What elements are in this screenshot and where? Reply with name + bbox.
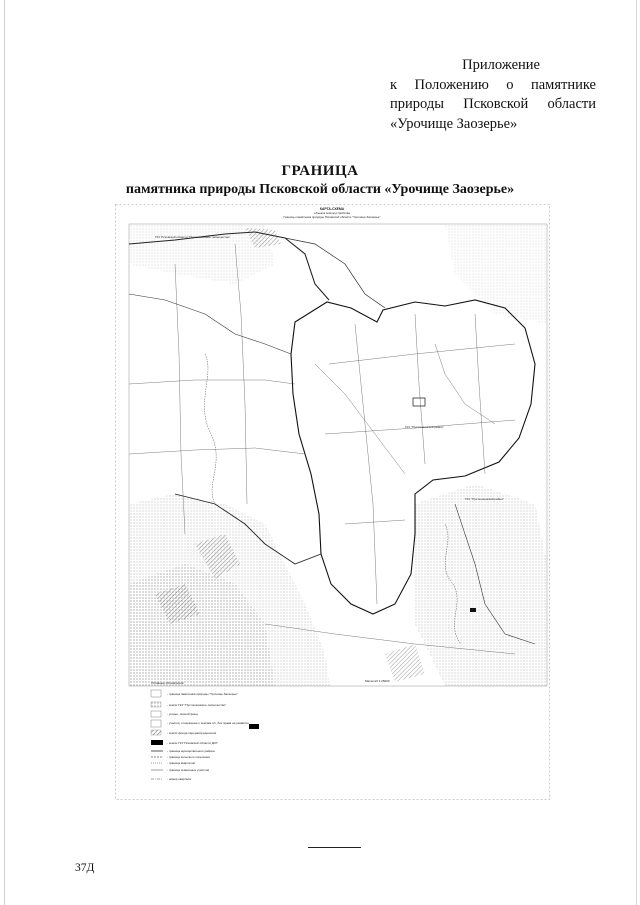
legend-item-8: - граница сельского поселения <box>167 755 210 759</box>
road-west <box>129 294 291 354</box>
appendix-line-4: «Урочище Заозерье» <box>390 115 518 132</box>
legend-title: Условные обозначения: <box>151 681 185 685</box>
page-edge-left <box>4 0 5 905</box>
appendix-line-3: природы Псковской области <box>390 96 596 112</box>
legend-item-2: - земли ГКУ "Пустошкинское лесничество" <box>167 703 227 707</box>
legend-swatch-6 <box>151 740 163 745</box>
lake-marker <box>413 398 425 406</box>
legend-item-4: - участки, отнесённые к землям с/х, без права на развитие <box>167 721 249 725</box>
document-title: ГРАНИЦА <box>281 163 359 179</box>
settlement-hatch-3 <box>385 644 425 682</box>
legend-item-11: - номер квартала <box>167 777 191 781</box>
label-forestry: ГКУ Псковской области "Пустошкинское лесничество" <box>155 235 231 239</box>
legend-dot-swatch <box>249 724 259 729</box>
page-number: 37Д <box>75 862 95 874</box>
boundary-map <box>115 204 550 800</box>
legend-swatch-5 <box>151 730 161 735</box>
appendix-note <box>390 56 596 134</box>
legend-swatch-4 <box>151 720 161 727</box>
map-scale: Масштаб 1:25000 <box>365 679 390 683</box>
map-header-1: КАРТА-СХЕМА <box>319 207 345 211</box>
forest-area-southeast <box>415 484 547 686</box>
footer-rule <box>308 847 361 848</box>
river-1 <box>205 354 217 504</box>
map-header-2: объекта землеустройства <box>314 211 350 215</box>
map-body <box>129 224 547 729</box>
legend-item-5: - земли фонда перераспределения <box>167 731 217 735</box>
legend-item-6: - земли ГКУ Псковской области ДОТ <box>167 741 218 745</box>
legend-item-1: - граница памятника природы "Урочище Заозерье" <box>167 692 238 696</box>
label-district-2: ГКУ "Пустошкинский район" <box>465 497 504 501</box>
appendix-label: Приложение <box>462 57 540 73</box>
forest-area-northeast <box>445 224 547 324</box>
map-legend <box>151 681 249 781</box>
dot-marker-1 <box>470 608 476 612</box>
map-header-3: Границы памятника природы Псковской области "Урочище Заозерье" <box>283 215 381 219</box>
legend-swatch-1 <box>151 690 161 697</box>
legend-swatch-2 <box>151 702 161 707</box>
legend-item-9: - граница кварталов <box>167 761 196 765</box>
page-edge-right <box>636 0 637 905</box>
label-district-1: ГКУ "Пустошкинский район" <box>405 425 444 429</box>
legend-item-10: - граница земельных участков <box>167 768 210 772</box>
legend-item-3: - угодья, лесной фонд <box>167 712 198 716</box>
legend-item-7: - граница муниципального района <box>167 749 215 753</box>
road-north-2 <box>285 238 385 308</box>
legend-swatch-3 <box>151 711 161 717</box>
appendix-line-2: к Положению о памятнике <box>390 76 596 93</box>
document-subtitle: памятника природы Псковской области «Урочище Заозерье» <box>125 182 515 197</box>
